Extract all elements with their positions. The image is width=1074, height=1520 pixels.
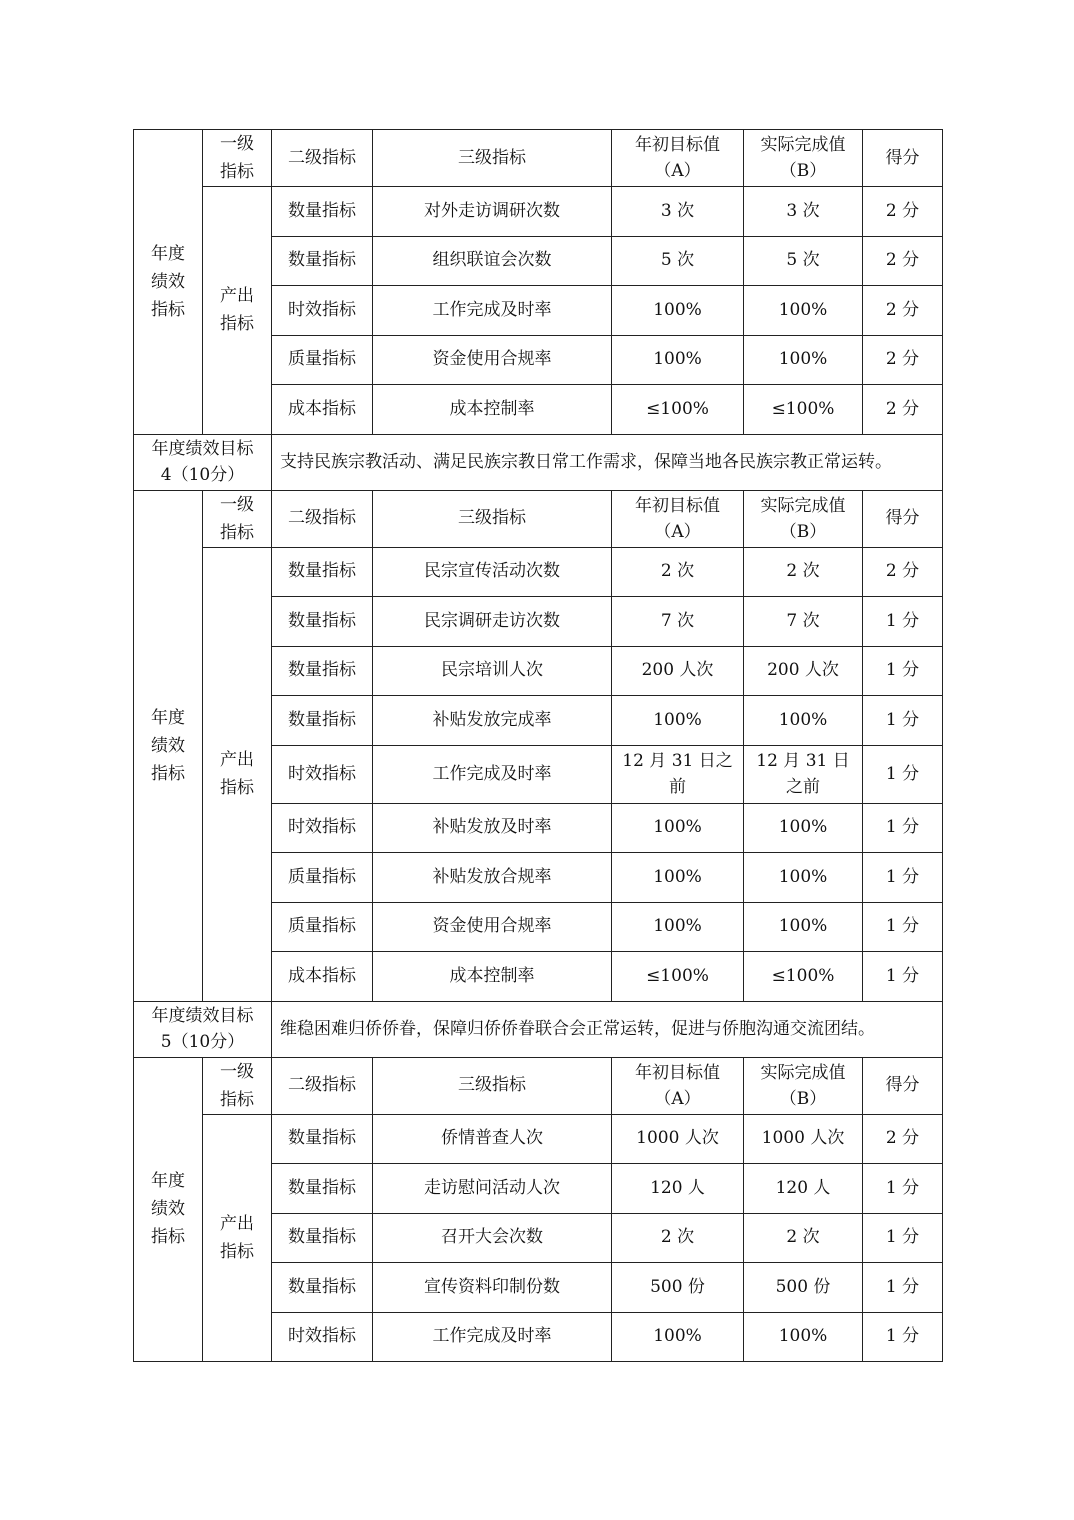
level2-cell-text: 质量指标 bbox=[288, 349, 356, 370]
actual-cell-text: 100% bbox=[778, 916, 828, 937]
goal-label-line2: 4（10分） bbox=[160, 465, 245, 485]
level3-cell-text: 补贴发放及时率 bbox=[432, 817, 552, 838]
goal-label-line1: 年度绩效目标 bbox=[151, 439, 254, 459]
goal-row bbox=[134, 434, 943, 490]
level3-cell bbox=[373, 1263, 612, 1313]
target-cell-text: 2 次 bbox=[660, 561, 695, 582]
level3-cell-text: 资金使用合规率 bbox=[432, 349, 552, 370]
score-cell-text: 2 分 bbox=[885, 299, 920, 320]
target-cell-text: 100% bbox=[653, 1326, 702, 1347]
score-cell bbox=[863, 952, 943, 1002]
actual-cell-text: 120 人 bbox=[775, 1177, 831, 1198]
target-cell bbox=[612, 952, 744, 1002]
level3-cell-text: 侨情普查人次 bbox=[441, 1128, 543, 1149]
goal-label bbox=[134, 434, 272, 490]
level3-cell bbox=[373, 696, 612, 746]
level3-cell-text: 组织联谊会次数 bbox=[432, 250, 552, 271]
level3-cell bbox=[373, 236, 612, 286]
level3-cell bbox=[373, 646, 612, 696]
target-header-line2: （A） bbox=[654, 1088, 701, 1109]
table-row bbox=[134, 547, 943, 597]
score-cell-text: 1 分 bbox=[885, 610, 920, 631]
score-cell-text: 2 分 bbox=[885, 398, 920, 419]
target-cell bbox=[612, 745, 744, 803]
score-cell bbox=[863, 187, 943, 237]
level3-cell bbox=[373, 902, 612, 952]
level3-cell-text: 工作完成及时率 bbox=[432, 1326, 552, 1347]
actual-cell-line2: 之前 bbox=[786, 777, 820, 797]
target-cell-text: 5 次 bbox=[660, 250, 695, 271]
score-cell bbox=[863, 803, 943, 853]
annual-indicator-label bbox=[134, 490, 203, 1001]
score-cell bbox=[863, 1312, 943, 1362]
score-cell-text: 1 分 bbox=[885, 1276, 920, 1297]
actual-cell-text: 1000 人次 bbox=[761, 1128, 845, 1149]
actual-cell-text: 2 次 bbox=[786, 1227, 820, 1248]
target-cell-text: ≤100% bbox=[646, 965, 709, 986]
level3-header bbox=[373, 490, 612, 547]
level2-cell-text: 质量指标 bbox=[288, 866, 356, 887]
level3-cell bbox=[373, 1213, 612, 1263]
actual-cell bbox=[744, 853, 863, 903]
level3-header bbox=[373, 1057, 612, 1114]
score-cell-text: 2 分 bbox=[885, 561, 920, 582]
level2-cell-text: 时效指标 bbox=[288, 299, 356, 320]
annual-indicator-label bbox=[134, 1057, 203, 1362]
score-cell bbox=[863, 1263, 943, 1313]
score-cell bbox=[863, 1114, 943, 1164]
level3-cell bbox=[373, 385, 612, 435]
level2-cell bbox=[272, 286, 373, 336]
goal-label bbox=[134, 1001, 272, 1057]
level2-cell-text: 数量指标 bbox=[288, 1128, 356, 1149]
score-cell-text: 1 分 bbox=[885, 1326, 920, 1347]
level3-cell bbox=[373, 547, 612, 597]
header-row bbox=[134, 490, 943, 547]
target-cell bbox=[612, 236, 744, 286]
actual-cell-text: 200 人次 bbox=[767, 660, 839, 681]
level3-cell bbox=[373, 335, 612, 385]
actual-cell-text: 7 次 bbox=[786, 610, 820, 631]
level3-cell bbox=[373, 187, 612, 237]
actual-cell bbox=[744, 902, 863, 952]
level2-cell bbox=[272, 745, 373, 803]
actual-cell bbox=[744, 1164, 863, 1214]
score-cell bbox=[863, 1164, 943, 1214]
level2-cell-text: 时效指标 bbox=[288, 1326, 356, 1347]
level3-header-text: 三级指标 bbox=[458, 147, 526, 168]
goal-label-line1: 年度绩效目标 bbox=[151, 1006, 254, 1026]
level1-header bbox=[203, 1057, 272, 1114]
annual-indicator-label-text: 年度绩效指标 bbox=[151, 707, 185, 784]
level3-cell bbox=[373, 952, 612, 1002]
level2-cell bbox=[272, 853, 373, 903]
level3-cell bbox=[373, 803, 612, 853]
score-header-text: 得分 bbox=[885, 147, 920, 168]
level1-header-text: 一级指标 bbox=[220, 494, 254, 543]
score-cell bbox=[863, 646, 943, 696]
level2-header-text: 二级指标 bbox=[288, 508, 356, 528]
target-cell-line2: 前 bbox=[669, 777, 686, 797]
header-row bbox=[134, 130, 943, 187]
target-cell bbox=[612, 547, 744, 597]
actual-cell bbox=[744, 646, 863, 696]
level2-cell-text: 数量指标 bbox=[288, 1227, 356, 1248]
score-cell-text: 2 分 bbox=[885, 200, 920, 221]
level3-cell-text: 成本控制率 bbox=[449, 398, 535, 419]
output-indicator-label bbox=[203, 547, 272, 1001]
actual-cell bbox=[744, 952, 863, 1002]
target-cell-text: 2 次 bbox=[660, 1227, 695, 1248]
score-header-text: 得分 bbox=[885, 508, 920, 528]
level1-header-text: 一级指标 bbox=[220, 1061, 254, 1110]
level3-cell-text: 宣传资料印制份数 bbox=[424, 1276, 560, 1297]
actual-cell bbox=[744, 597, 863, 647]
level2-cell bbox=[272, 1114, 373, 1164]
target-cell bbox=[612, 853, 744, 903]
score-header bbox=[863, 490, 943, 547]
target-cell-text: 1000 人次 bbox=[636, 1128, 719, 1149]
score-cell bbox=[863, 902, 943, 952]
performance-table bbox=[133, 129, 943, 1362]
level2-cell-text: 成本指标 bbox=[288, 965, 356, 986]
target-cell bbox=[612, 1164, 744, 1214]
level1-header bbox=[203, 130, 272, 187]
level2-header bbox=[272, 490, 373, 547]
actual-cell bbox=[744, 745, 863, 803]
score-cell bbox=[863, 547, 943, 597]
target-cell-text: 100% bbox=[653, 299, 702, 320]
score-cell bbox=[863, 696, 943, 746]
target-cell bbox=[612, 385, 744, 435]
target-cell-text: 3 次 bbox=[660, 200, 695, 221]
score-header bbox=[863, 130, 943, 187]
actual-cell bbox=[744, 335, 863, 385]
level3-cell bbox=[373, 853, 612, 903]
level2-cell bbox=[272, 1213, 373, 1263]
target-cell bbox=[612, 902, 744, 952]
actual-cell bbox=[744, 236, 863, 286]
table-row bbox=[134, 187, 943, 237]
actual-cell-text: 2 次 bbox=[786, 561, 820, 582]
output-indicator-label-text: 产出指标 bbox=[220, 750, 254, 798]
actual-cell-text: 100% bbox=[778, 299, 828, 320]
actual-cell bbox=[744, 1263, 863, 1313]
level1-header-text: 一级指标 bbox=[220, 134, 254, 182]
annual-indicator-label-text: 年度绩效指标 bbox=[151, 1171, 185, 1248]
actual-header-line1: 实际完成值 bbox=[760, 135, 846, 155]
goal-text-text: 维稳困难归侨侨眷，保障归侨侨眷联合会正常运转，促进与侨胞沟通交流团结。 bbox=[280, 1018, 875, 1039]
level3-cell bbox=[373, 286, 612, 336]
score-cell-text: 2 分 bbox=[885, 250, 920, 271]
output-indicator-label-text: 产出指标 bbox=[220, 286, 254, 335]
level2-cell bbox=[272, 952, 373, 1002]
level3-cell bbox=[373, 597, 612, 647]
target-cell-text: ≤100% bbox=[646, 398, 709, 419]
level2-cell-text: 数量指标 bbox=[288, 200, 356, 221]
score-cell-text: 2 分 bbox=[885, 1128, 920, 1149]
actual-cell bbox=[744, 286, 863, 336]
target-cell-text: 120 人 bbox=[650, 1177, 705, 1198]
level3-cell bbox=[373, 745, 612, 803]
level2-cell bbox=[272, 646, 373, 696]
target-cell bbox=[612, 1213, 744, 1263]
score-header-text: 得分 bbox=[885, 1075, 920, 1095]
score-cell-text: 1 分 bbox=[885, 817, 920, 838]
actual-header-line2: （B） bbox=[779, 161, 827, 181]
table-row bbox=[134, 1114, 943, 1164]
target-header-line2: （A） bbox=[654, 161, 701, 181]
level2-cell-text: 成本指标 bbox=[288, 398, 356, 419]
annual-indicator-label-text: 年度绩效指标 bbox=[151, 243, 185, 320]
target-header-line1: 年初目标值 bbox=[635, 495, 720, 516]
level3-cell-text: 工作完成及时率 bbox=[432, 299, 552, 320]
level2-cell bbox=[272, 1164, 373, 1214]
target-cell-text: 200 人次 bbox=[641, 660, 714, 681]
actual-header-line2: （B） bbox=[779, 521, 827, 542]
target-cell bbox=[612, 286, 744, 336]
goal-label-line2: 5（10分） bbox=[160, 1032, 245, 1052]
score-cell-text: 1 分 bbox=[885, 916, 920, 937]
target-cell-line1: 12 月 31 日之 bbox=[622, 751, 733, 771]
target-cell-text: 100% bbox=[653, 349, 702, 370]
level3-header-text: 三级指标 bbox=[458, 508, 526, 528]
level2-cell-text: 数量指标 bbox=[288, 561, 356, 582]
level2-cell-text: 数量指标 bbox=[288, 709, 356, 730]
actual-cell-text: 3 次 bbox=[786, 200, 820, 221]
level2-cell-text: 数量指标 bbox=[288, 610, 356, 631]
score-cell-text: 1 分 bbox=[885, 1177, 920, 1198]
target-cell bbox=[612, 597, 744, 647]
actual-header-line2: （B） bbox=[779, 1088, 827, 1109]
annual-indicator-label bbox=[134, 130, 203, 435]
level3-cell-text: 补贴发放合规率 bbox=[432, 866, 552, 887]
actual-cell-text: 100% bbox=[778, 817, 828, 838]
actual-cell bbox=[744, 696, 863, 746]
actual-cell bbox=[744, 385, 863, 435]
target-cell-text: 7 次 bbox=[660, 610, 695, 631]
level2-cell bbox=[272, 597, 373, 647]
score-cell bbox=[863, 236, 943, 286]
target-header bbox=[612, 130, 744, 187]
level2-cell bbox=[272, 547, 373, 597]
actual-header bbox=[744, 130, 863, 187]
score-cell bbox=[863, 385, 943, 435]
level3-cell-text: 工作完成及时率 bbox=[432, 763, 552, 784]
level3-cell-text: 资金使用合规率 bbox=[432, 916, 552, 937]
actual-cell-text: ≤100% bbox=[771, 965, 835, 986]
actual-cell bbox=[744, 1213, 863, 1263]
score-cell bbox=[863, 335, 943, 385]
target-cell-text: 100% bbox=[653, 709, 702, 730]
level3-cell-text: 对外走访调研次数 bbox=[424, 200, 560, 221]
actual-cell-text: 500 份 bbox=[775, 1276, 831, 1297]
target-header bbox=[612, 490, 744, 547]
actual-cell-text: ≤100% bbox=[771, 398, 835, 419]
actual-cell bbox=[744, 187, 863, 237]
target-cell bbox=[612, 1114, 744, 1164]
target-cell bbox=[612, 187, 744, 237]
level2-cell bbox=[272, 335, 373, 385]
score-cell-text: 1 分 bbox=[885, 965, 920, 986]
target-cell bbox=[612, 1263, 744, 1313]
target-cell bbox=[612, 646, 744, 696]
target-cell-text: 100% bbox=[653, 866, 702, 887]
target-cell bbox=[612, 335, 744, 385]
actual-header bbox=[744, 1057, 863, 1114]
target-cell bbox=[612, 1312, 744, 1362]
level2-header bbox=[272, 1057, 373, 1114]
actual-header-line1: 实际完成值 bbox=[760, 1062, 846, 1083]
level3-cell-text: 走访慰问活动人次 bbox=[424, 1177, 560, 1198]
header-row bbox=[134, 1057, 943, 1114]
level3-cell bbox=[373, 1164, 612, 1214]
actual-cell-text: 100% bbox=[778, 349, 828, 370]
target-header-line1: 年初目标值 bbox=[635, 135, 720, 155]
level2-cell-text: 质量指标 bbox=[288, 916, 356, 937]
level2-header-text: 二级指标 bbox=[288, 147, 356, 168]
actual-cell-line1: 12 月 31 日 bbox=[756, 751, 850, 771]
score-header bbox=[863, 1057, 943, 1114]
goal-text bbox=[272, 434, 943, 490]
level2-cell-text: 数量指标 bbox=[288, 660, 356, 681]
score-cell bbox=[863, 286, 943, 336]
goal-text bbox=[272, 1001, 943, 1057]
score-cell-text: 1 分 bbox=[885, 1227, 920, 1248]
score-cell bbox=[863, 597, 943, 647]
target-cell-text: 100% bbox=[653, 916, 702, 937]
level2-cell-text: 数量指标 bbox=[288, 250, 356, 271]
level3-cell bbox=[373, 1312, 612, 1362]
score-cell bbox=[863, 745, 943, 803]
score-cell bbox=[863, 853, 943, 903]
level2-cell bbox=[272, 1312, 373, 1362]
level2-cell bbox=[272, 696, 373, 746]
target-cell bbox=[612, 696, 744, 746]
actual-cell bbox=[744, 547, 863, 597]
score-cell-text: 1 分 bbox=[885, 709, 920, 730]
target-cell-text: 500 份 bbox=[650, 1276, 705, 1297]
level2-header-text: 二级指标 bbox=[288, 1075, 356, 1095]
level3-cell-text: 成本控制率 bbox=[449, 965, 535, 986]
level2-header bbox=[272, 130, 373, 187]
score-cell-text: 2 分 bbox=[885, 349, 920, 370]
level3-cell-text: 民宗调研走访次数 bbox=[424, 610, 560, 631]
level2-cell-text: 数量指标 bbox=[288, 1177, 356, 1198]
actual-cell-text: 5 次 bbox=[786, 250, 820, 271]
actual-cell-text: 100% bbox=[778, 709, 828, 730]
level3-cell-text: 召开大会次数 bbox=[441, 1227, 543, 1248]
level3-cell bbox=[373, 1114, 612, 1164]
level2-cell bbox=[272, 187, 373, 237]
score-cell bbox=[863, 1213, 943, 1263]
output-indicator-label bbox=[203, 1114, 272, 1362]
target-header-line2: （A） bbox=[654, 521, 701, 542]
level2-cell bbox=[272, 385, 373, 435]
target-header-line1: 年初目标值 bbox=[635, 1062, 720, 1083]
level1-header bbox=[203, 490, 272, 547]
level2-cell-text: 数量指标 bbox=[288, 1276, 356, 1297]
level2-cell bbox=[272, 803, 373, 853]
level3-cell-text: 补贴发放完成率 bbox=[432, 709, 552, 730]
level3-header bbox=[373, 130, 612, 187]
score-cell-text: 1 分 bbox=[885, 660, 920, 681]
target-cell bbox=[612, 803, 744, 853]
actual-cell bbox=[744, 1114, 863, 1164]
goal-text-text: 支持民族宗教活动、满足民族宗教日常工作需求，保障当地各民族宗教正常运转。 bbox=[280, 451, 892, 472]
actual-cell-text: 100% bbox=[778, 1326, 828, 1347]
output-indicator-label bbox=[203, 187, 272, 435]
score-cell-text: 1 分 bbox=[885, 866, 920, 887]
target-header bbox=[612, 1057, 744, 1114]
actual-cell-text: 100% bbox=[778, 866, 828, 887]
actual-cell bbox=[744, 1312, 863, 1362]
level3-header-text: 三级指标 bbox=[458, 1075, 526, 1095]
output-indicator-label-text: 产出指标 bbox=[220, 1213, 254, 1262]
level3-cell-text: 民宗培训人次 bbox=[441, 660, 543, 681]
actual-header-line1: 实际完成值 bbox=[760, 495, 846, 516]
level2-cell-text: 时效指标 bbox=[288, 763, 356, 784]
level2-cell bbox=[272, 236, 373, 286]
level2-cell-text: 时效指标 bbox=[288, 817, 356, 838]
actual-cell bbox=[744, 803, 863, 853]
goal-row bbox=[134, 1001, 943, 1057]
actual-header bbox=[744, 490, 863, 547]
score-cell-text: 1 分 bbox=[885, 763, 920, 784]
level3-cell-text: 民宗宣传活动次数 bbox=[424, 561, 560, 582]
target-cell-text: 100% bbox=[653, 817, 702, 838]
level2-cell bbox=[272, 902, 373, 952]
level2-cell bbox=[272, 1263, 373, 1313]
